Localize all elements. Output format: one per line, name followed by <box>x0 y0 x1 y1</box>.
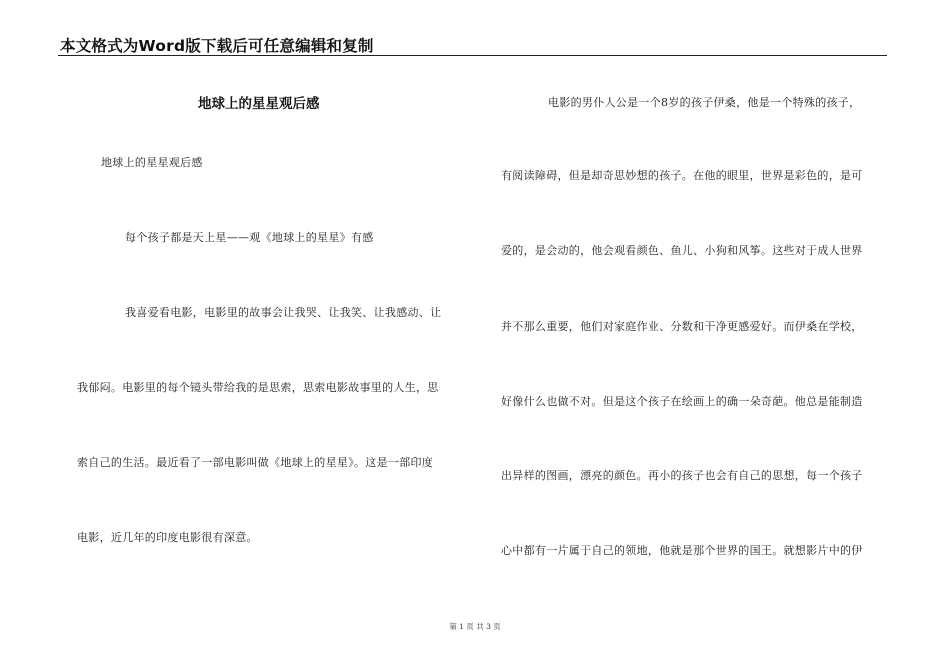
right-line-2: 有阅读障碍，但是却奇思妙想的孩子。在他的眼里，世界是彩色的，是可 <box>501 169 863 182</box>
page-header-title: 本文格式为Word版下载后可任意编辑和复制 <box>60 37 374 55</box>
right-line-1: 电影的男仆人公是一个8岁的孩子伊桑，他是一个特殊的孩子， <box>548 96 861 109</box>
left-line-2: 每个孩子都是天上星——观《地球上的星星》有感 <box>125 231 374 244</box>
page-footer: 第 1 页 共 3 页 <box>449 622 501 631</box>
left-line-1: 地球上的星星观后感 <box>101 156 203 169</box>
left-line-6: 电影，近几年的印度电影很有深意。 <box>77 531 258 544</box>
right-line-3: 爱的，是会动的，他会观看颜色、鱼儿、小狗和风筝。这些对于成人世界 <box>501 244 863 257</box>
header-divider <box>58 55 887 56</box>
left-line-4: 我郁闷。电影里的每个镜头带给我的是思索，思索电影故事里的人生，思 <box>77 381 439 394</box>
right-line-4: 并不那么重要，他们对家庭作业、分数和干净更感爱好。而伊桑在学校， <box>501 320 863 333</box>
right-line-5: 好像什么也做不对。但是这个孩子在绘画上的确一朵奇葩。他总是能制造 <box>501 395 863 408</box>
left-line-5: 索自己的生活。最近看了一部电影叫做《地球上的星星》。这是一部印度 <box>77 456 434 469</box>
left-line-3: 我喜爱看电影，电影里的故事会让我哭、让我笑、让我感动、让 <box>125 306 442 319</box>
right-line-7: 心中都有一片属于自己的领地，他就是那个世界的国王。就想影片中的伊 <box>501 544 863 557</box>
right-line-6: 出异样的图画，漂亮的颜色。再小的孩子也会有自己的思想，每一个孩子 <box>501 469 863 482</box>
document-title: 地球上的星星观后感 <box>198 96 320 112</box>
